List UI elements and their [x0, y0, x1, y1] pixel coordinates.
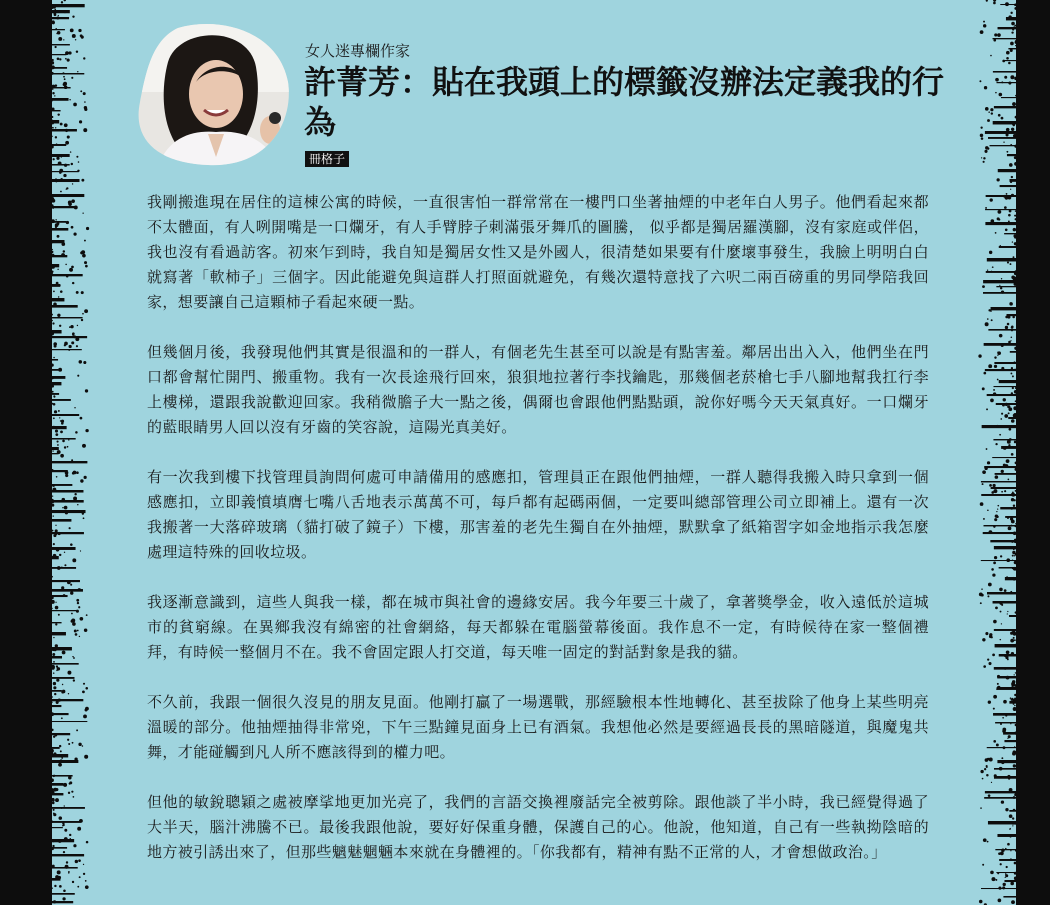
right-decorative-band — [1016, 0, 1050, 905]
article-body — [147, 190, 929, 890]
author-name-tag[interactable]: 冊格子 — [305, 151, 349, 167]
right-brush-texture — [976, 0, 1016, 905]
article-paragraph: 我剛搬進現在居住的這棟公寓的時候，一直很害怕一群常常在一樓門口坐著抽煙的中老年白人男子。他們看起來都不太體面，有人咧開嘴是一口爛牙，有人手臂脖子刺滿張牙舞爪的圖騰， 似乎都是獨居羅漢腳，沒有家庭或伴侶，我也沒有看過訪客。初來乍到時，我自知是獨居女性又是外國人，很清楚如果要有什麼壞事發生，我臉上明明白白就寫著「軟柿子」三個字。因此能避免與這群人打照面就避免，有幾次還特意找了六呎二兩百磅重的男同學陪我回家，想要讓自己這顆柿子看起來硬一點。 — [147, 193, 929, 311]
left-decorative-band — [0, 0, 52, 905]
left-brush-texture — [52, 0, 92, 905]
author-role-label: 女人迷專欄作家 — [305, 42, 411, 60]
article-title: 許菁芳：貼在我頭上的標籤沒辦法定義我的行為 — [304, 63, 945, 141]
article-paragraph: 但他的敏銳聰穎之處被摩挲地更加光亮了，我們的言語交換裡廢話完全被剪除。跟他談了半小時，我已經覺得過了大半天，腦汁沸騰不已。最後我跟他說，要好好保重身體，保護自己的心。他說，他知道，自己有一些執拗陰暗的地方被引誘出來了，但那些魑魅魍魎本來就在身體裡的。「你我都有，精神有點不正常的人，才會想做政治。」 — [147, 793, 929, 861]
article-paragraph: 有一次我到樓下找管理員詢問何處可申請備用的感應扣，管理員正在跟他們抽煙，一群人聽得我搬入時只拿到一個感應扣，立即義憤填膺七嘴八舌地表示萬萬不可，每戶都有起碼兩個，一定要叫總部管理公司立即補上。還有一次我搬著一大落碎玻璃（貓打破了鏡子）下樓，那害羞的老先生獨自在外抽煙，默默拿了紙箱習字如金地指示我怎麼處理這特殊的回收垃圾。 — [147, 468, 929, 561]
article-paragraph: 我逐漸意識到，這些人與我一樣，都在城市與社會的邊緣安居。我今年要三十歲了，拿著獎學金，收入遠低於這城市的貧窮線。在異鄉我沒有綿密的社會網絡，每天都躲在電腦螢幕後面。我作息不一定，有時候待在家一整個禮拜，有時候一整個月不在。我不會固定跟人打交道，每天唯一固定的對話對象是我的貓。 — [147, 593, 929, 661]
article-paragraph: 但幾個月後，我發現他們其實是很溫和的一群人，有個老先生甚至可以說是有點害羞。鄰居出出入入，他們坐在門口都會幫忙開門、搬重物。我有一次長途飛行回來，狼狽地拉著行李找鑰匙，那幾個老菸槍七手八腳地幫我扛行李上樓梯，還跟我說歡迎回家。我稍微膽子大一點之後，偶爾也會跟他們點點頭，說你好嗎今天天氣真好。一口爛牙的藍眼睛男人回以沒有牙齒的笑容說，這陽光真美好。 — [147, 343, 929, 436]
article-paragraph: 不久前，我跟一個很久沒見的朋友見面。他剛打贏了一場選戰，那經驗根本性地轉化、甚至拔除了他身上某些明亮溫暖的部分。他抽煙抽得非常兇，下午三點鐘見面身上已有酒氣。我想他必然是要經過長長的黑暗隧道，與魔鬼共舞，才能碰觸到凡人所不應該得到的權力吧。 — [147, 693, 929, 761]
author-avatar — [138, 22, 290, 167]
